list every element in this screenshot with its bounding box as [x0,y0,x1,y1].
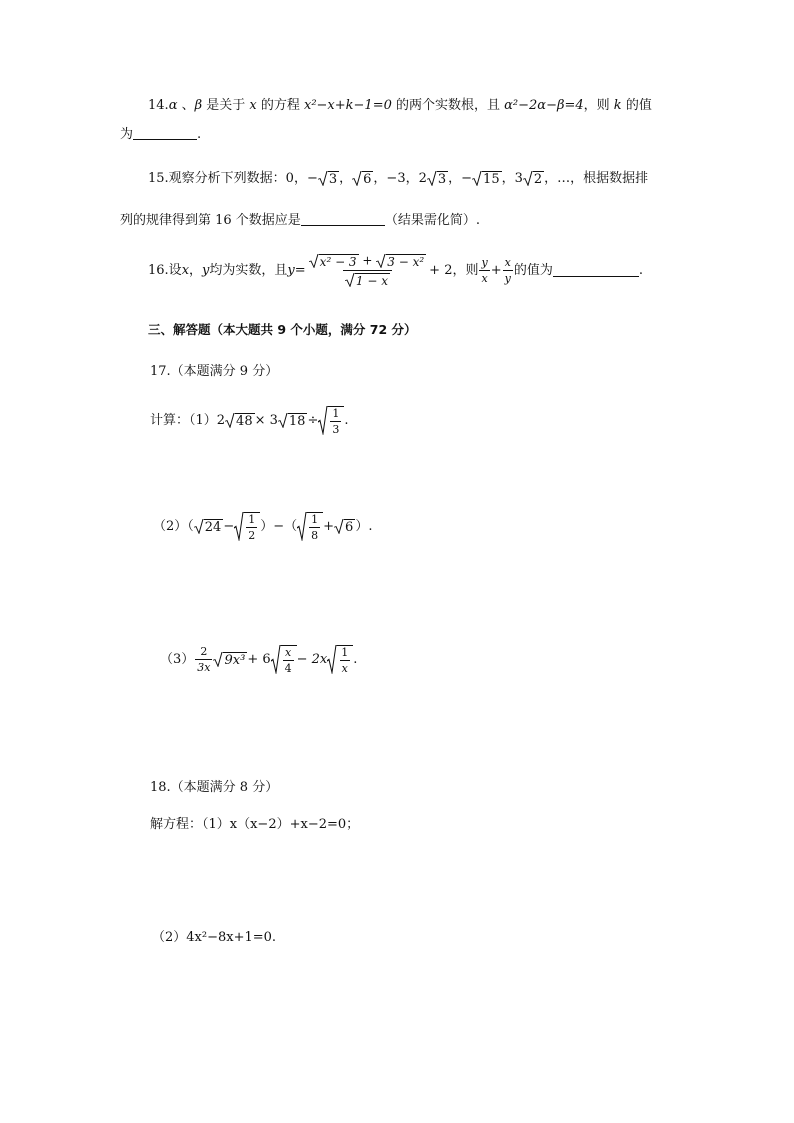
radical-sign-icon [225,413,235,428]
divide-sign: ÷ [307,413,319,428]
plus-sign: + [358,253,377,268]
plus-six: + 6 [247,652,271,667]
fraction-denominator: 3 [332,423,340,436]
fraction-numerator: 1 [332,407,340,420]
q14-line2-end: . [197,127,202,142]
radicand: x² − 3 [319,255,357,269]
fraction-numerator: 1 [311,513,319,526]
fraction-denominator: x [341,662,348,675]
q14-beta: β [194,98,203,113]
radicand: 6 [363,172,372,187]
q17-p2-label: （2）（ [153,519,194,534]
minus-2x: − 2x [296,652,328,667]
q16-y-equals: y= [287,263,306,278]
sqrt-18 [278,413,308,428]
q15-sep-4: ，3 [501,171,523,186]
fraction-1-3 [330,408,341,435]
q14-k: k [613,98,622,113]
q16-text-a: 16.设 [148,263,182,278]
radicand: 6 [345,520,354,535]
q17-p1-label: 计算：（1）2 [150,413,226,428]
radicand: 3 [328,172,338,187]
fraction-2-over-3x [195,646,212,673]
q16-x: x [181,263,190,278]
fraction-1-8 [309,514,320,541]
q17-p1-end: . [344,413,349,428]
fraction-denominator: 2 [248,529,256,542]
q14-line2-start: 为 [120,127,134,142]
sqrt-6-b [334,519,355,534]
radicand: 1 − x [355,274,388,288]
question-15-line-2 [120,213,480,227]
q15-line2-text: 列的规律得到第 16 个数据应是 [120,213,301,228]
radicand: 3 [437,172,447,187]
question-18-part-2: （2）4x²−8x+1=0. [152,930,277,945]
sqrt-15 [472,171,502,186]
question-17-part-3 [160,645,357,674]
question-18-part-1: 解方程：（1）x（x−2）+x−2=0； [150,817,360,832]
sqrt-1-minus-x [345,273,390,287]
question-18-title: 18.（本题满分 8 分） [150,780,279,795]
radical-sign-icon [345,273,355,287]
radicand: 18 [288,414,306,429]
sqrt-x2-minus-3 [309,254,359,268]
radical-sign-icon [278,413,288,428]
sqrt-1-over-x [327,645,353,674]
sqrt-one-half [234,512,260,541]
radical-sign-icon [318,171,328,186]
radical-sign-icon [309,254,319,268]
q17-p3-end: . [353,652,358,667]
radical-sign-icon [523,171,533,186]
sqrt-3-b [427,171,448,186]
radical-sign-icon [376,254,386,268]
radical-sign-icon [271,645,281,674]
q15-sep-5: ，…，根据数据排 [544,171,649,186]
fraction-numerator: 1 [341,646,349,659]
minus-sign: − [223,519,235,534]
q14-text-1: 是关于 [202,98,250,113]
question-17-part-1 [150,406,348,435]
q16-then: ，则 [452,263,479,278]
sqrt-24 [194,519,224,534]
radical-sign-icon [318,406,328,435]
q14-sep: 、 [177,98,195,113]
radical-sign-icon [297,512,307,541]
q15-sep-3: ，− [448,171,473,186]
sqrt-3-minus-x2 [376,254,426,268]
q16-text-c: 均为实数，且 [209,263,288,278]
q14-text-2: 的方程 [256,98,304,113]
q14-number: 14. [148,98,169,113]
radical-sign-icon [352,171,362,186]
q14-equation: x²−x+k−1=0 [304,98,392,113]
question-14-line-1 [148,99,652,112]
q16-main-fraction [307,254,429,287]
fraction-denominator: y [504,272,511,285]
sqrt-one-third [318,406,344,435]
q14-condition: α²−2α−β=4 [504,98,584,113]
sqrt-x-over-4 [271,645,297,674]
q15-line2-end: （结果需化简）. [384,213,480,228]
fraction-numerator: 2 [200,645,208,658]
q16-answer-blank[interactable] [553,264,639,277]
fraction-numerator: 1 [248,513,256,526]
fraction-denominator: 3x [197,661,211,674]
section-heading: 三、解答题（本大题共 9 个小题，满分 72 分） [148,322,417,337]
q14-x: x [249,98,257,113]
sqrt-2 [523,171,544,186]
question-17-part-2 [153,512,372,541]
radical-sign-icon [194,519,204,534]
fraction-denominator: 8 [311,529,319,542]
q15-sep-2: ，−3，2 [373,171,427,186]
q15-answer-blank[interactable] [301,213,385,226]
q16-sep: ， [189,263,203,278]
sqrt-3 [318,171,339,186]
fraction-1-over-x [339,647,350,674]
sqrt-6 [352,171,373,186]
question-17-title: 17.（本题满分 9 分） [150,364,279,379]
q14-answer-blank[interactable] [133,127,197,140]
radicand: 15 [483,172,500,187]
q15-text-a: 15.观察分析下列数据：0，− [148,171,318,186]
plus-sign: + [323,519,335,534]
fraction-x-over-y [503,257,513,284]
q16-value-text: 的值为 [513,263,553,278]
radical-sign-icon [334,519,344,534]
radical-sign-icon [213,652,223,667]
question-14-line-2 [120,127,201,141]
q17-p2-mid: ）−（ [260,519,298,534]
q14-text-5: 的值 [621,98,652,113]
q16-y: y [202,263,210,278]
plus-sign: + [490,263,502,278]
fraction-y-over-x [479,257,489,284]
sqrt-one-eighth [297,512,323,541]
radicand: 3 − x² [387,255,425,269]
radicand: 2 [533,172,543,187]
fraction-numerator [307,254,429,270]
radicand: 48 [236,414,253,429]
question-16 [148,254,643,287]
radical-sign-icon [472,171,482,186]
fraction-1-2 [246,514,257,541]
fraction-x-over-4 [283,647,294,674]
fraction-numerator: x [285,646,292,659]
q17-p3-label: （3） [160,652,195,667]
times-sign: × 3 [254,413,278,428]
fraction-denominator: x [481,272,488,285]
radicand: 24 [204,520,222,535]
sqrt-48 [225,413,255,428]
fraction-denominator: 4 [284,662,292,675]
radical-sign-icon [327,645,337,674]
q14-alpha: α [168,98,178,113]
question-15-line-1 [148,171,648,186]
radical-sign-icon [427,171,437,186]
q14-text-4: ，则 [583,98,614,113]
q16-end: . [638,263,643,278]
radical-sign-icon [234,512,244,541]
radicand: 9x³ [224,653,246,668]
fraction-denominator [343,270,392,287]
fraction-numerator: x [504,256,511,269]
fraction-numerator: y [481,256,488,269]
q15-sep-1: ， [339,171,353,186]
q14-text-3: 的两个实数根，且 [391,98,505,113]
q17-p2-end: ）. [355,519,373,534]
q16-plus-2: + 2 [429,263,453,278]
sqrt-9x3 [213,652,247,667]
